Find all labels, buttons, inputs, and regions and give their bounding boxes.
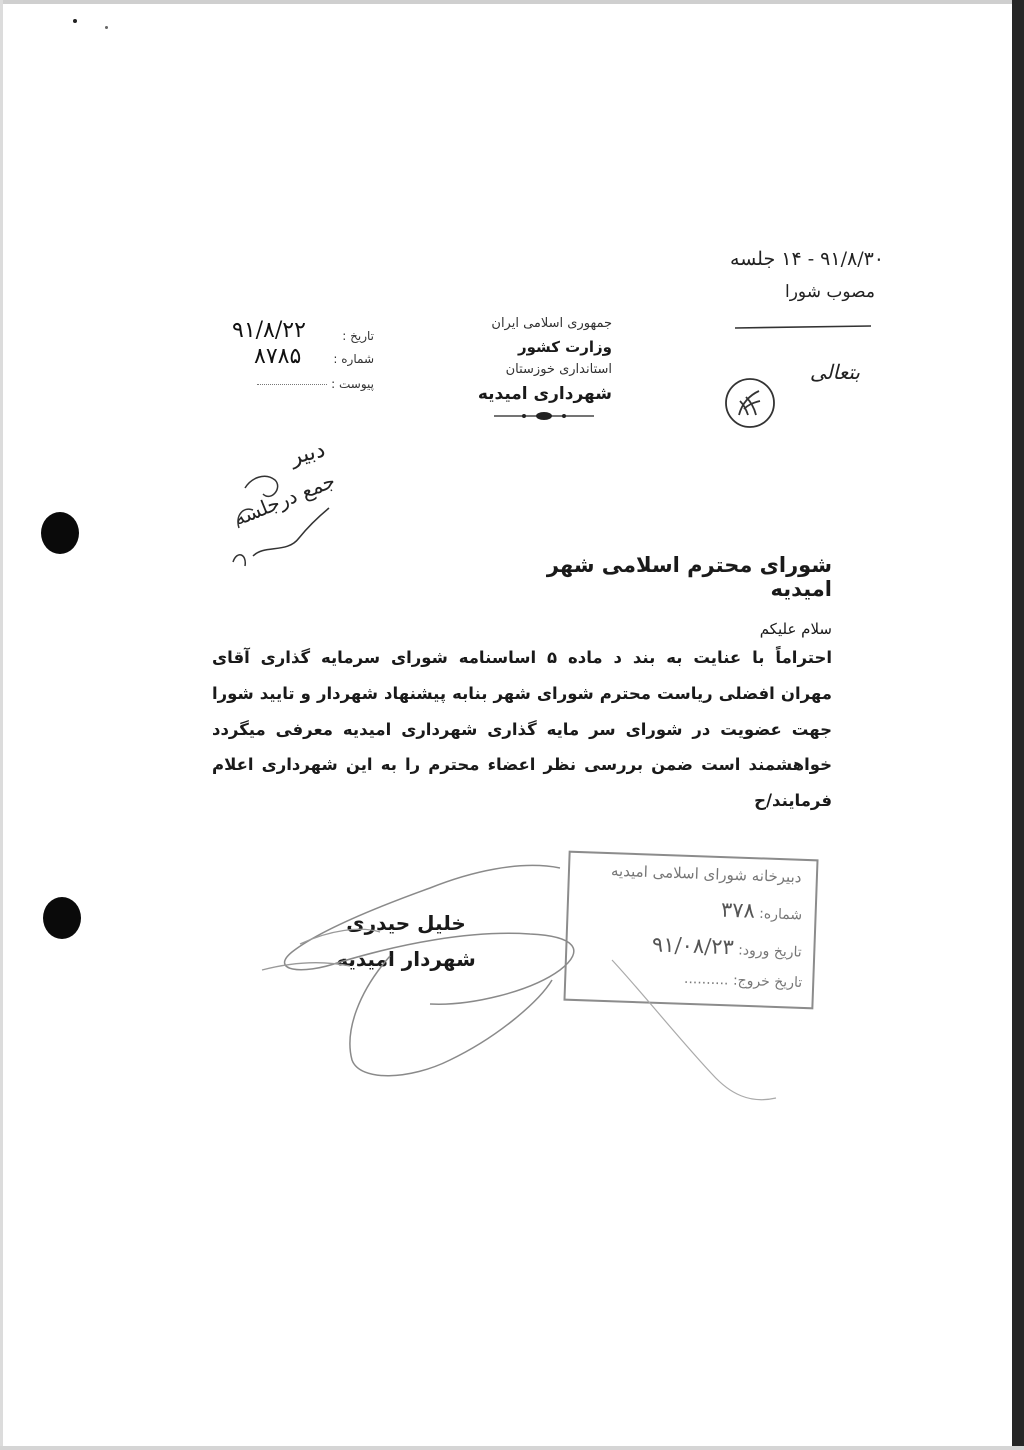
- scan-speck: [105, 26, 108, 29]
- letter-body: [212, 640, 832, 819]
- stamp-number-value: ۳۷۸: [720, 897, 756, 923]
- addressee: شورای محترم اسلامی شهر امیدیه: [546, 553, 832, 601]
- stamp-entry-label: تاریخ ورود:: [738, 942, 803, 961]
- letter-number-value: ۸۷۸۵: [254, 344, 302, 369]
- signature-block: [322, 905, 490, 977]
- number-label: شماره :: [333, 352, 374, 366]
- letter-date-value: ۹۱/۸/۲۲: [232, 318, 306, 343]
- body-line: مهران افضلی ریاست محترم شورای شهر بنابه پیشنهاد شهردار و تایید شورا: [212, 683, 832, 703]
- scan-speck: [73, 19, 77, 23]
- body-line: خواهشمند است ضمن بررسی نظر اعضاء محترم را به این شهرداری اعلام: [212, 755, 832, 775]
- letterhead-ornament: [494, 411, 594, 421]
- margin-note-line2: جمع درجلسه: [230, 468, 339, 531]
- emblem-icon: [722, 375, 778, 431]
- punch-hole-bottom: [43, 897, 81, 939]
- stamp-number-label: شماره:: [758, 905, 803, 924]
- scan-edge-top: [0, 0, 1024, 4]
- invocation-text: بتعالی: [809, 360, 860, 384]
- handwritten-approval-note: مصوب شورا: [785, 282, 875, 302]
- punch-hole-top: [41, 512, 79, 554]
- body-line: فرمایند/ح: [754, 791, 832, 811]
- body-line: احتراماً با عنایت به بند د ماده ۵ اساسنامه شورای سرمایه گذاری آقای: [212, 648, 832, 667]
- margin-note-scribble: [225, 458, 345, 573]
- registry-stamp: [566, 855, 816, 1005]
- stamp-entry-value: ۹۱/۰۸/۲۳: [651, 932, 735, 960]
- handwritten-underline: [733, 320, 873, 334]
- stamp-title: دبیرخانه شورای اسلامی امیدیه: [611, 861, 803, 887]
- letterhead-ministry: وزارت کشور: [517, 338, 612, 356]
- scan-edge-right: [1012, 0, 1024, 1450]
- letterhead-country: جمهوری اسلامی ایران: [491, 316, 612, 331]
- signer-title: شهردار امیدیه: [336, 947, 476, 971]
- signer-name: خلیل حیدری: [346, 911, 466, 935]
- scan-edge-left: [0, 0, 3, 1450]
- handwritten-approval-date: ۹۱/۸/۳۰ - ۱۴ جلسه: [730, 248, 884, 270]
- margin-note-line1: دبیر: [287, 437, 328, 471]
- stamp-exit-value: ..........: [683, 970, 729, 989]
- greeting: سلام علیکم: [759, 620, 832, 638]
- attachment-blank: [257, 384, 327, 385]
- letterhead-municipality: شهرداری امیدیه: [477, 384, 612, 404]
- scan-edge-bottom: [0, 1446, 1024, 1450]
- letterhead: [470, 313, 612, 421]
- letterhead-province: استانداری خوزستان: [505, 362, 612, 377]
- stamp-number-row: [720, 898, 802, 925]
- attachment-row: [214, 373, 374, 396]
- attachment-label: پیوست :: [331, 377, 374, 391]
- body-line: جهت عضویت در شورای سر مایه گذاری شهرداری امیدیه معرفی میگردد: [212, 719, 832, 739]
- stamp-exit-label: تاریخ خروج:: [732, 972, 803, 992]
- date-label: تاریخ :: [342, 329, 374, 343]
